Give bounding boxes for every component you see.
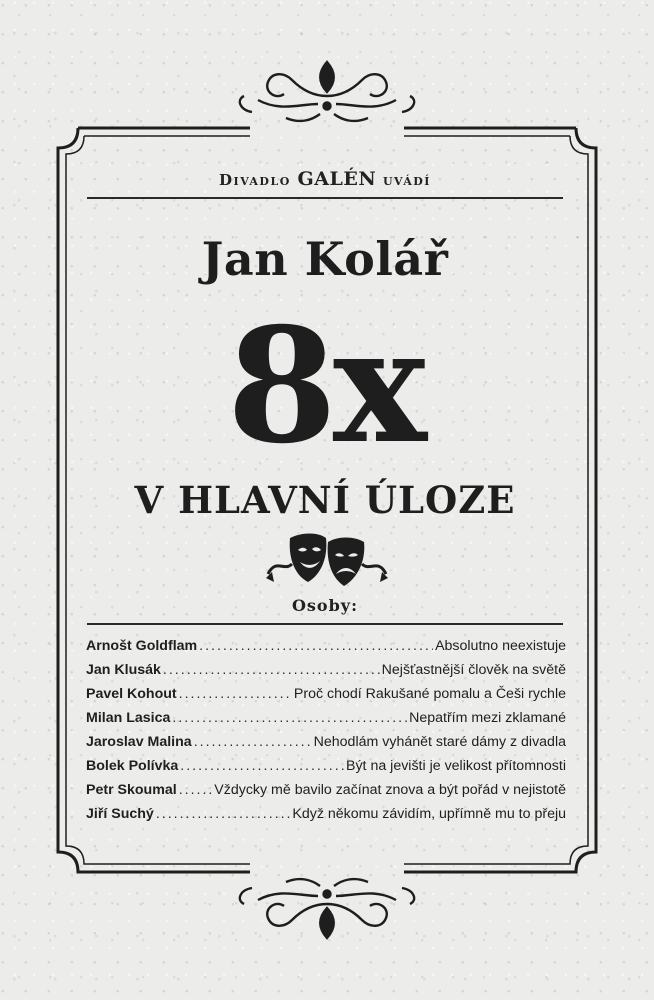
theatre-name: GALÉN xyxy=(297,168,377,190)
theatre-masks-icon xyxy=(262,528,392,592)
subtitle: V HLAVNÍ ÚLOZE xyxy=(134,478,516,522)
cast-row xyxy=(86,758,566,782)
leader-dots xyxy=(163,662,380,678)
leader-dots xyxy=(172,710,407,726)
presents-suffix: uvádí xyxy=(382,171,431,189)
cast-name: Pavel Kohout xyxy=(86,686,177,702)
cast-row xyxy=(86,710,566,734)
cast-name: Arnošt Goldflam xyxy=(86,638,198,654)
cast-role: Být na jevišti je velikost přítomnosti xyxy=(346,758,566,774)
cast-name: Jan Klusák xyxy=(86,662,161,678)
persons-label: Osoby: xyxy=(291,596,358,615)
leader-dots xyxy=(199,638,433,654)
presents-prefix: Divadlo xyxy=(219,171,291,189)
persons-divider xyxy=(87,623,563,625)
cast-name: Jiří Suchý xyxy=(86,806,154,822)
cast-role: Vždycky mě bavilo začínat znova a být pořád v nejistotě xyxy=(214,782,566,798)
cast-role: Když někomu závidím, upřímně mu to přeju xyxy=(292,806,566,822)
cast-row xyxy=(86,782,566,806)
cast-role: Nejšťastnější člověk na světě xyxy=(381,662,566,678)
bottom-flourish-icon xyxy=(240,879,414,938)
cast-name: Bolek Polívka xyxy=(86,758,179,774)
cast-name: Petr Skoumal xyxy=(86,782,177,798)
presents-line xyxy=(87,168,563,190)
cast-row xyxy=(86,638,566,662)
author-name: Jan Kolář xyxy=(201,232,449,286)
big-title: 8x xyxy=(226,294,424,479)
cast-role: Nehodlám vyhánět staré dámy z divadla xyxy=(313,734,566,750)
cast-row xyxy=(86,662,566,686)
cast-role: Nepatřím mezi zklamané xyxy=(409,710,566,726)
cast-row xyxy=(86,686,566,710)
leader-dots xyxy=(180,758,344,774)
cast-list xyxy=(86,638,566,830)
header-divider xyxy=(87,197,563,199)
top-flourish-icon xyxy=(240,62,414,121)
cast-role: Proč chodí Rakušané pomalu a Češi rychle xyxy=(293,686,566,702)
leader-dots xyxy=(194,734,312,750)
leader-dots xyxy=(156,806,291,822)
cast-name: Milan Lasica xyxy=(86,710,171,726)
cast-name: Jaroslav Malina xyxy=(86,734,192,750)
cast-row xyxy=(86,806,566,830)
leader-dots xyxy=(179,782,213,798)
leader-dots xyxy=(179,686,292,702)
cast-row xyxy=(86,734,566,758)
cast-role: Absolutno neexistuje xyxy=(435,638,566,654)
